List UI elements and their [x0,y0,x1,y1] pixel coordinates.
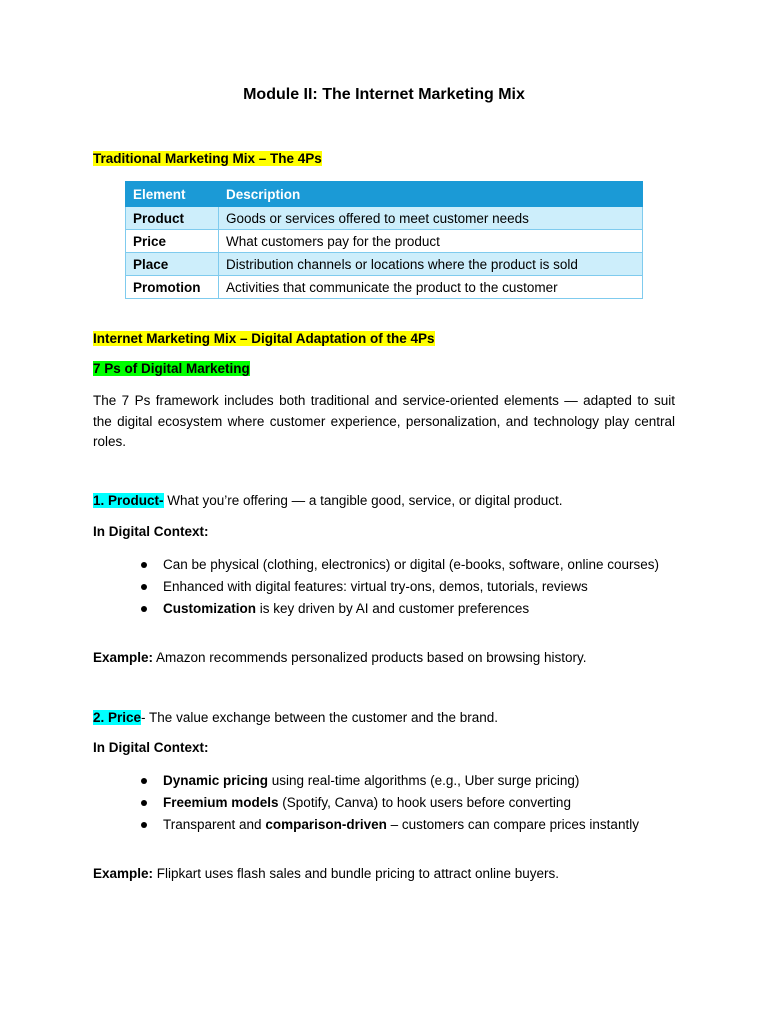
table-cell-description: What customers pay for the product [219,230,643,253]
table-cell-element: Product [126,207,219,230]
bullet-bold-text: Dynamic pricing [163,773,269,788]
price-example [93,866,559,881]
example-label: Example: [93,866,154,881]
product-heading [93,493,562,508]
table-cell-description: Goods or services offered to meet customer needs [219,207,643,230]
section-heading-traditional [93,151,322,166]
bullet-bold-text: Customization [163,601,256,616]
price-label: 2. Price [93,710,142,725]
list-item [163,793,683,813]
product-bullet-list [163,555,683,621]
bullet-text: Enhanced with digital features: virtual try-ons, demos, tutorials, reviews [163,579,588,594]
intro-paragraph: The 7 Ps framework includes both traditional and service-oriented elements — adapted to suit the digital ecosystem where customer experience, personalization, and technology play central roles. [93,393,675,449]
product-context-label: In Digital Context: [93,524,209,539]
price-context-label: In Digital Context: [93,740,209,755]
product-example [93,650,587,665]
product-description: What you’re offering — a tangible good, service, or digital product. [163,493,563,508]
table-row [126,230,643,253]
example-text: Amazon recommends personalized products based on browsing history. [153,650,587,665]
table-header-description: Description [219,182,643,207]
page-title: Module II: The Internet Marketing Mix [243,86,525,103]
table-row [126,207,643,230]
bullet-text: using real-time algorithms (e.g., Uber surge pricing) [268,773,580,788]
subheading-7ps [93,361,250,376]
marketing-mix-table [125,181,643,299]
table-header-row [126,182,643,207]
table-cell-element: Place [126,253,219,276]
list-item [163,599,683,619]
list-item [163,815,683,835]
example-label: Example: [93,650,154,665]
section-heading-internet [93,331,435,346]
bullet-bold-text: comparison-driven [265,817,387,832]
table-cell-element: Price [126,230,219,253]
table-row [126,253,643,276]
table-cell-description: Distribution channels or locations where the product is sold [219,253,643,276]
example-text: Flipkart uses flash sales and bundle pricing to attract online buyers. [153,866,560,881]
list-item [163,577,683,597]
table-row [126,276,643,299]
price-description: - The value exchange between the customer and the brand. [141,710,499,725]
price-bullet-list [163,771,683,837]
price-heading [93,710,498,725]
bullet-text: – customers can compare prices instantly [386,817,639,832]
highlighted-subheading: 7 Ps of Digital Marketing [93,361,250,376]
bullet-text: Can be physical (clothing, electronics) or digital (e-books, software, online courses) [163,557,659,572]
bullet-bold-text: Freemium models [163,795,279,810]
list-item [163,771,683,791]
table-cell-element: Promotion [126,276,219,299]
product-label: 1. Product- [93,493,164,508]
bullet-text: (Spotify, Canva) to hook users before converting [278,795,571,810]
list-item [163,555,683,575]
bullet-text: is key driven by AI and customer preferences [256,601,530,616]
table-header-element: Element [126,182,219,207]
bullet-pre-text: Transparent and [163,817,266,832]
table-cell-description: Activities that communicate the product to the customer [219,276,643,299]
highlighted-heading: Traditional Marketing Mix – The 4Ps [93,151,322,166]
highlighted-heading: Internet Marketing Mix – Digital Adaptation of the 4Ps [93,331,435,346]
